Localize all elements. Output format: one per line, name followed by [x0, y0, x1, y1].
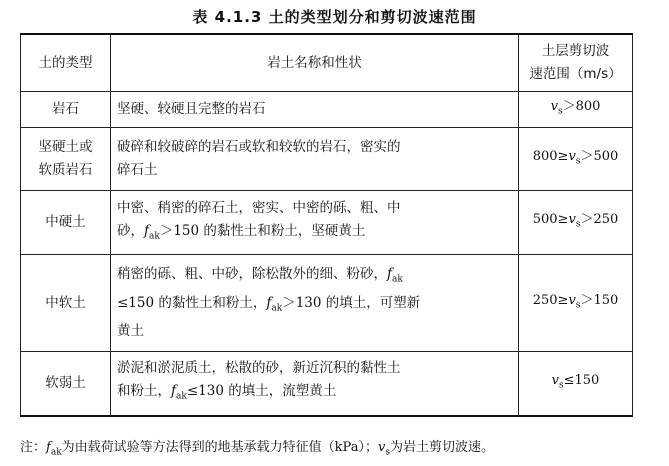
soil-type-text: 软质岩石: [38, 162, 93, 178]
soil-type-text: 坚硬土或: [38, 139, 93, 155]
description-text: 砂，$f_{ak}>150$ 的黏性土和粉土，坚硬黄土: [117, 222, 366, 242]
table-row: [21, 191, 633, 255]
soil-type-text: 中硬土: [45, 214, 86, 230]
header-description: 岩土名称和性状: [111, 34, 519, 92]
soil-type-text: 岩石: [52, 101, 79, 117]
table-footnote: 注：$f_{ak}$为由载荷试验等方法得到的地基承载力特征值（kPa）；$v_s$为岩土剪切波速。: [20, 440, 494, 458]
description-text: 破碎和较破碎的岩石或软和较软的岩石，密实的: [117, 139, 401, 155]
soil-type-cell: [21, 92, 111, 128]
velocity-range-cell: $v_s\le 150$: [519, 352, 633, 416]
soil-type-cell: [21, 255, 111, 352]
description-cell: [111, 352, 519, 416]
header-wave-velocity: [519, 34, 633, 92]
soil-type-cell: [21, 191, 111, 255]
soil-type-text: 中软土: [45, 294, 86, 311]
header-range-line1: 土层剪切波: [541, 43, 610, 59]
description-text: 稍密的砾、粗、中砂，除松散外的细、粉砂，$f_{ak}$: [117, 265, 403, 285]
velocity-range-cell: $250\ge v_s>150$: [519, 255, 633, 352]
description-cell: [111, 92, 519, 128]
header-range-line2: 速范围（m/s）: [529, 66, 622, 82]
velocity-range-cell: $500\ge v_s>250$: [519, 191, 633, 255]
table-row: [21, 255, 633, 352]
table-header-row: [21, 34, 633, 92]
table-row: [21, 92, 633, 128]
description-text: 坚硬、较硬且完整的岩石: [117, 101, 266, 117]
header-soil-type: 土的类型: [21, 34, 111, 92]
soil-classification-table: [20, 33, 633, 417]
description-text: 中密、稍密的碎石土，密实、中密的砾、粗、中: [117, 199, 401, 216]
description-text: 和粉土，$f_{ak}\le 130$ 的填土，流塑黄土: [117, 383, 337, 403]
description-text: ≤150 的黏性土和粉土，$f_{ak}>130$ 的填土，可塑新: [117, 294, 421, 314]
description-cell: [111, 128, 519, 191]
table-row: [21, 352, 633, 416]
table-caption: 表 4.1.3 土的类型划分和剪切波速范围: [192, 8, 477, 26]
description-text: 碎石土: [117, 162, 158, 178]
velocity-range-cell: $v_s>800$: [519, 92, 633, 128]
soil-type-cell: [21, 352, 111, 416]
description-text: 淤泥和淤泥质土，松散的砂，新近沉积的黏性土: [117, 360, 401, 377]
description-text: 黄土: [117, 323, 144, 340]
description-cell: [111, 191, 519, 255]
velocity-range-cell: $800\ge v_s>500$: [519, 128, 633, 191]
soil-type-cell: [21, 128, 111, 191]
soil-type-text: 软弱土: [45, 374, 86, 391]
table-row: [21, 128, 633, 191]
description-cell: [111, 255, 519, 352]
